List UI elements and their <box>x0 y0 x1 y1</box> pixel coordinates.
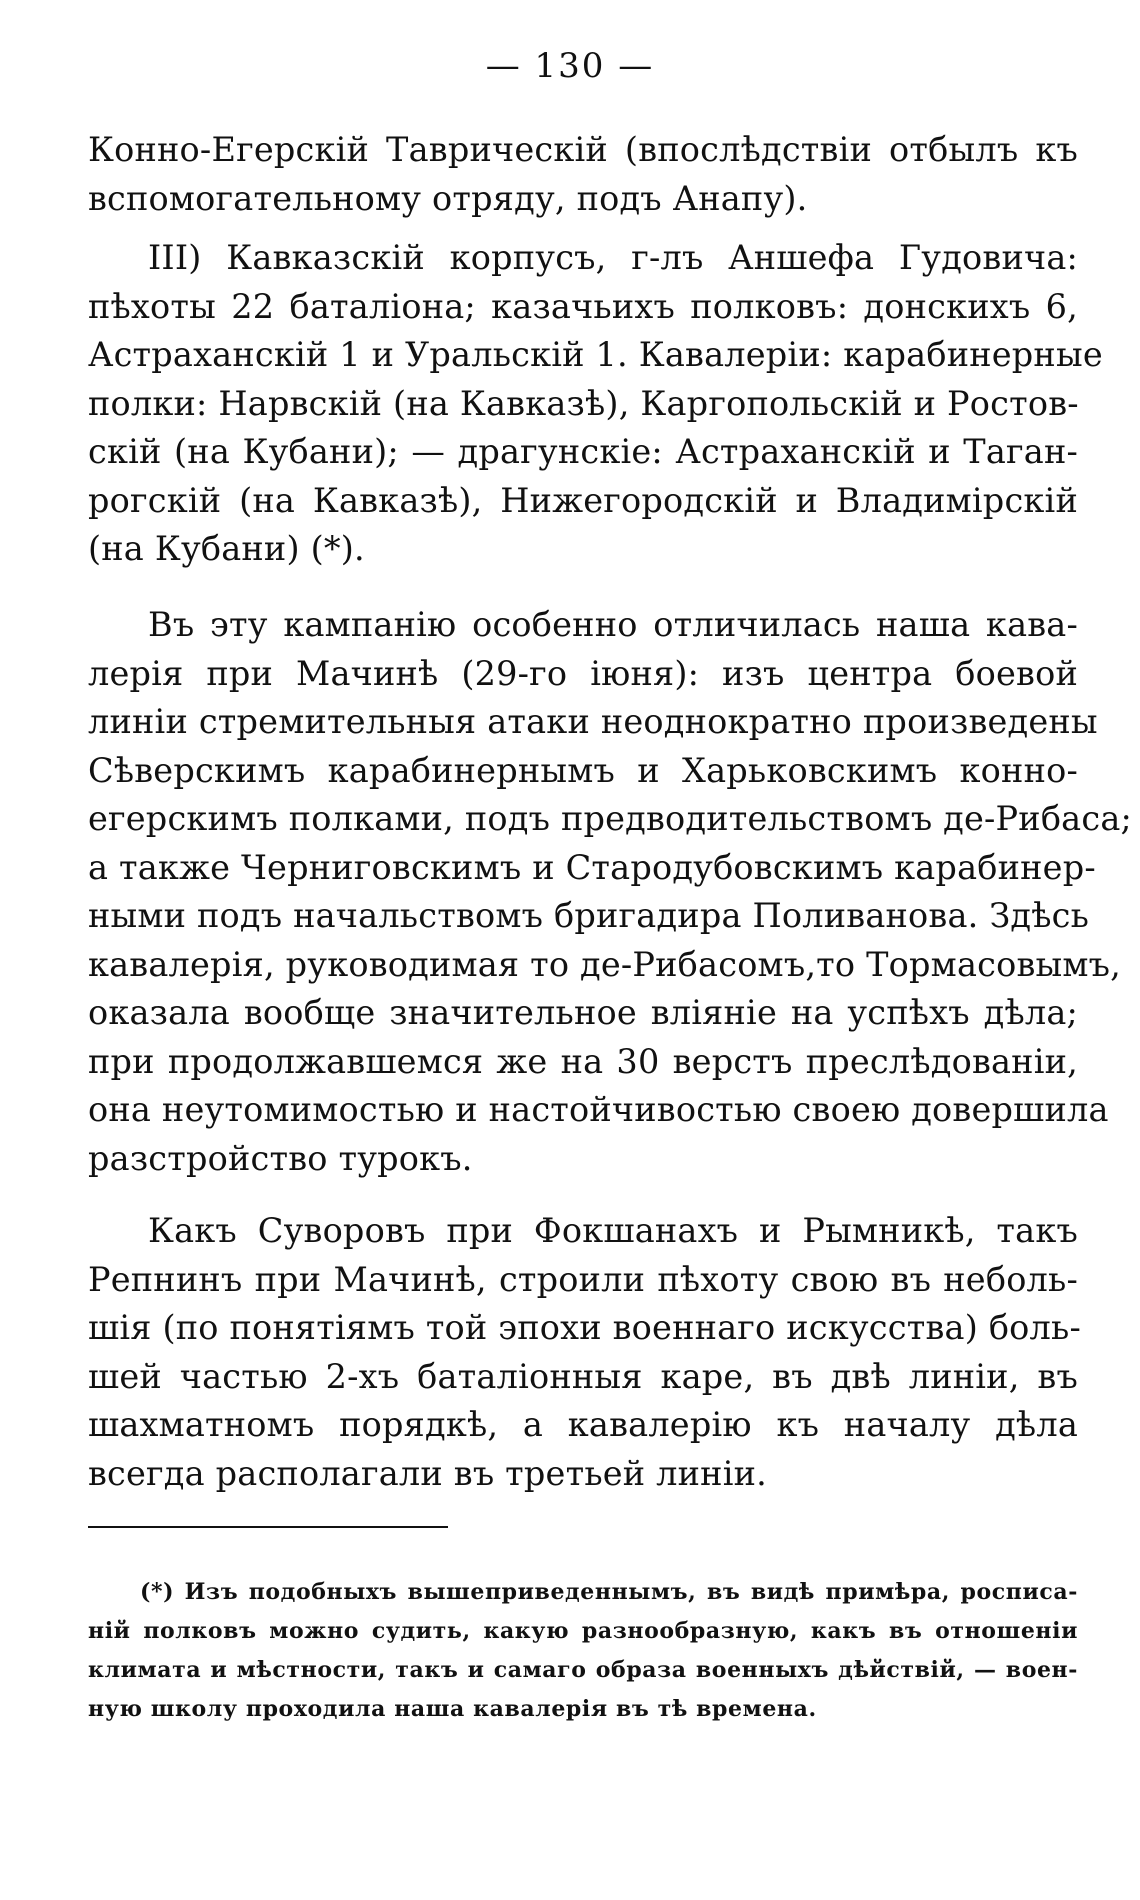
paragraph-4 <box>88 1207 1081 1498</box>
text-line: егерскимъ полками, подъ предводительствомъ де-Рибаса; <box>88 799 1132 838</box>
paragraph-2 <box>88 234 1103 574</box>
text-line: рогскій (на Кавказѣ), Нижегородскій и Владимірскій <box>88 480 1078 520</box>
footnote <box>88 1573 1078 1729</box>
text-line: пѣхоты 22 баталіона; казачьихъ полковъ: донскихъ 6, <box>88 286 1078 326</box>
footnote-line: ную школу проходила наша кавалерія въ тѣ времена. <box>88 1696 817 1722</box>
page-number: — 130 — <box>485 46 655 86</box>
text-line: Какъ Суворовъ при Фокшанахъ и Рымникѣ, такъ <box>148 1211 1078 1250</box>
footnote-line: (*) Изъ подобныхъ вышеприведеннымъ, въ видѣ примѣра, росписа- <box>140 1579 1078 1605</box>
text-line: Конно-Егерскій Таврическій (впослѣдствіи отбылъ къ <box>88 130 1078 169</box>
text-line: шахматномъ порядкѣ, а кавалерію къ началу дѣла <box>88 1405 1078 1444</box>
footnote-line: климата и мѣстности, такъ и самаго образа военныхъ дѣйствій, — воен- <box>88 1657 1078 1683</box>
text-line: шей частью 2-хъ баталіонныя каре, въ двѣ линіи, въ <box>88 1356 1078 1396</box>
text-line: Сѣверскимъ карабинернымъ и Харьковскимъ конно- <box>88 750 1078 790</box>
text-line: всегда располагали въ третьей линіи. <box>88 1453 767 1493</box>
text-line: Астраханскій 1 и Уральскій 1. Кавалеріи: карабинерные <box>88 335 1103 374</box>
paragraph-1 <box>88 126 1078 223</box>
text-line: шія (по понятіямъ той эпохи военнаго искусства) боль- <box>88 1308 1081 1347</box>
text-line: разстройство турокъ. <box>88 1138 473 1178</box>
text-line: кавалерія, руководимая то де-Рибасомъ,то Тормасовымъ, <box>88 944 1121 984</box>
footnote-divider <box>88 1526 448 1528</box>
text-line: (на Кубани) (*). <box>88 529 365 568</box>
text-line: ными подъ начальствомъ бригадира Поливанова. Здѣсь <box>88 896 1090 935</box>
text-line: III) Кавказскій корпусъ, г-лъ Аншефа Гудовича: <box>148 238 1078 277</box>
text-line: при продолжавшемся же на 30 верстъ преслѣдованіи, <box>88 1041 1078 1081</box>
text-line: а также Черниговскимъ и Стародубовскимъ карабинер- <box>88 847 1096 887</box>
text-line: полки: Нарвскій (на Кавказѣ), Каргопольскій и Ростов- <box>88 383 1079 423</box>
text-line: лерія при Мачинѣ (29-го іюня): изъ центра боевой <box>88 653 1078 693</box>
text-line: линіи стремительныя атаки неоднократно произведены <box>88 702 1098 741</box>
text-line: вспомогательному отряду, подъ Анапу). <box>88 178 808 218</box>
footnote-line: ній полковъ можно судить, какую разнообразную, какъ въ отношеніи <box>88 1618 1078 1644</box>
text-line: скій (на Кубани); — драгунскіе: Астраханскій и Таган- <box>88 432 1078 471</box>
text-line: оказала вообще значительное вліяніе на успѣхъ дѣла; <box>88 993 1078 1032</box>
text-line: Репнинъ при Мачинѣ, строили пѣхоту свою въ неболь- <box>88 1259 1078 1299</box>
text-line: она неутомимостью и настойчивостью своею довершила <box>88 1090 1109 1129</box>
text-line: Въ эту кампанію особенно отличилась наша кава- <box>148 605 1078 644</box>
paragraph-3 <box>88 601 1132 1183</box>
